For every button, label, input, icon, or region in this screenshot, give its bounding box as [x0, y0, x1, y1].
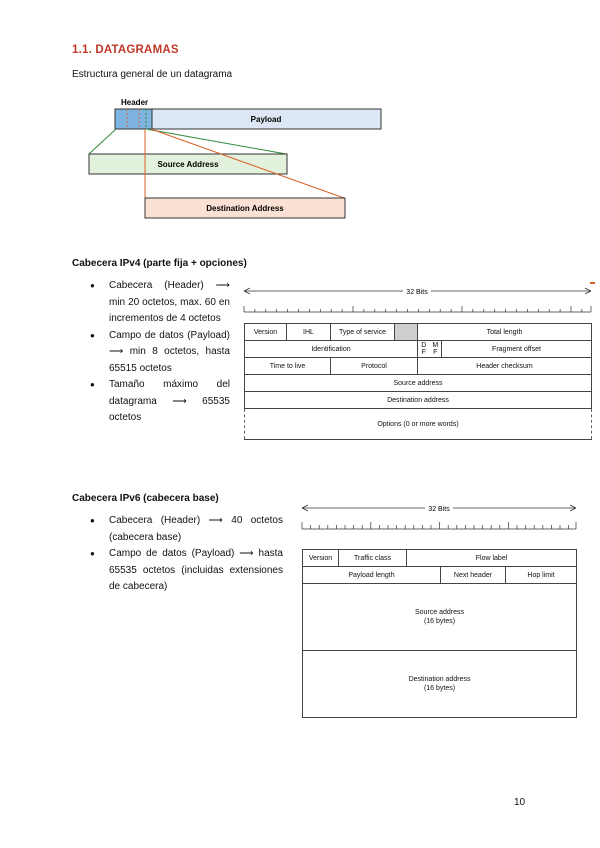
field-header-checksum: Header checksum	[418, 358, 592, 375]
destination-address-label: Destination Address	[206, 204, 284, 213]
field-source-address: Source address (16 bytes)	[303, 584, 577, 651]
field-source-address: Source address	[245, 375, 592, 392]
list-item: ● Cabecera (Header) ⟶ min 20 octetos, max. 60 en incrementos de 4 octetos	[72, 278, 230, 328]
list-item: ● Cabecera (Header) ⟶ 40 octetos (cabecera base)	[72, 513, 283, 546]
field-flow-label: Flow label	[407, 550, 577, 567]
field-type-of-service: Type of service	[331, 324, 395, 341]
ipv6-header-table	[302, 549, 577, 718]
field-mf: M F	[430, 341, 442, 358]
field-traffic-class: Traffic class	[339, 550, 407, 567]
ipv6-bullets	[72, 513, 283, 596]
field-df: D F	[418, 341, 430, 358]
field-protocol: Protocol	[331, 358, 418, 375]
field-destination-address: Destination address	[245, 392, 592, 409]
datagram-diagram	[80, 94, 390, 224]
bits-label: 32 Bits	[406, 289, 428, 296]
intro-text: Estructura general de un datagrama	[72, 69, 233, 80]
bit-ticks	[302, 522, 576, 529]
list-item: ● Tamaño máximo del datagrama ⟶ 65535 octetos	[72, 377, 230, 427]
payload-label: Payload	[250, 115, 282, 124]
section-heading: 1.1. DATAGRAMAS	[72, 44, 179, 56]
field-ihl: IHL	[287, 324, 331, 341]
page-number: 10	[514, 797, 526, 808]
field-destination-address: Destination address (16 bytes)	[303, 651, 577, 718]
bits-label: 32 Bits	[428, 506, 450, 513]
ipv4-header-table	[244, 323, 592, 440]
field-version: Version	[245, 324, 287, 341]
field-next-header: Next header	[441, 567, 506, 584]
field-total-length: Total length	[418, 324, 592, 341]
field-payload-length: Payload length	[303, 567, 441, 584]
ipv4-section-title: Cabecera IPv4 (parte fija + opciones)	[72, 258, 247, 269]
list-item: ● Campo de datos (Payload) ⟶ hasta 65535 octetos (incluidas extensiones de cabecera)	[72, 546, 283, 596]
ipv6-bits-scale	[300, 500, 580, 532]
ipv4-bullets	[72, 278, 230, 427]
field-version: Version	[303, 550, 339, 567]
bit-ticks	[244, 306, 591, 312]
field-time-to-live: Time to live	[245, 358, 331, 375]
field-reserved-shaded	[395, 324, 418, 341]
field-fragment-offset: Fragment offset	[442, 341, 592, 358]
field-hop-limit: Hop limit	[506, 567, 577, 584]
ipv4-bits-scale	[243, 280, 595, 316]
field-identification: Identification	[245, 341, 418, 358]
list-item: ● Campo de datos (Payload) ⟶ min 8 octetos, hasta 65515 octetos	[72, 328, 230, 378]
source-address-label: Source Address	[157, 160, 219, 169]
ipv6-section-title: Cabecera IPv6 (cabecera base)	[72, 493, 219, 504]
header-label: Header	[121, 98, 149, 107]
field-options: Options (0 or more words)	[245, 409, 592, 440]
